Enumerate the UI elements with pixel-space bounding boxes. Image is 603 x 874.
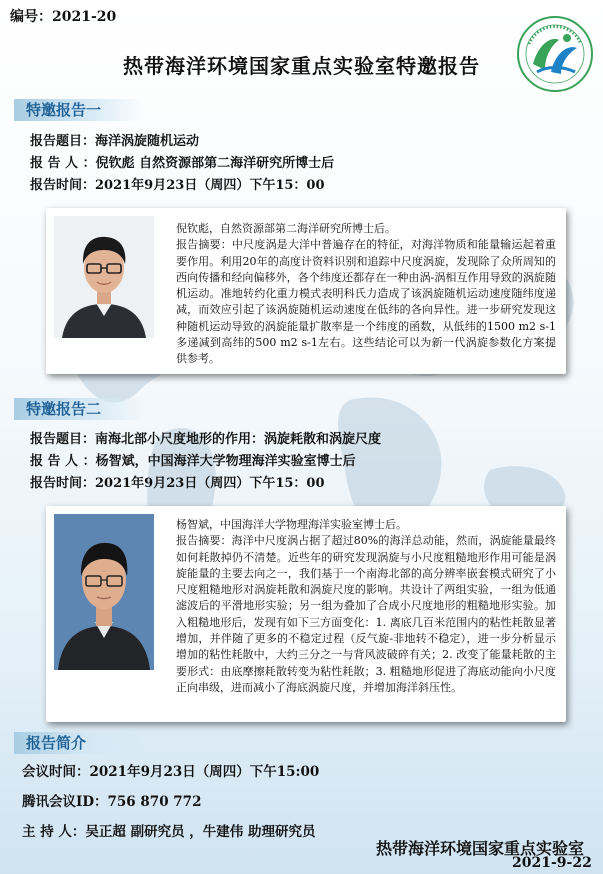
meeting-id: 腾讯会议ID：756 870 772 bbox=[22, 794, 202, 810]
footer-organization: 热带海洋环境国家重点实验室 bbox=[376, 839, 585, 858]
talk1-bio bbox=[176, 221, 556, 368]
footer-date: 2021-9-22 bbox=[512, 855, 592, 871]
section-header-summary: 报告简介 bbox=[14, 732, 144, 754]
talk2-abstract: 报告摘要：海洋中尺度涡占据了超过80%的海洋总动能，然而，涡旋能量最终如何耗散掉仍不清楚。近些年的研究发现涡旋与小尺度粗糙地形作用可能是涡旋能量的主要去向之一，我们基于一个南海北部的高分辨率嵌套模式研究了小尺度粗糙地形对涡旋耗散和涡旋尺度的影响。共设计了两组实验，一组为低通滤波后的平滑地形实验；另一组为叠加了合成小尺度地形的粗糙地形实验。加入粗糙地形后，发现有如下三方面变化：1. 离底几百米范围内的粘性耗散显著增加，并伴随了更多的不稳定过程（反气旋-非地转不稳定），进一步分析显示增加的粘性耗散中，大约三分之一与背风波破碎有关；2. 改变了能量耗散的主要形式：由底摩擦耗散转变为粘性耗散；3. 粗糙地形促进了海底动能向小尺度正向串级，进而减小了海底涡旋尺度，并增加海洋斜压性。 bbox=[176, 534, 556, 694]
talk1-abstract: 报告摘要：中尺度涡是大洋中普遍存在的特征，对海洋物质和能量输运起着重要作用。利用20年的高度计资料识别和追踪中尺度涡旋，发现除了众所周知的西向传播和经向偏移外，各个纬度还都存在一种由涡-涡相互作用导致的涡旋随机运动。准地转约化重力模式表明科氏力造成了该涡旋随机运动速度随纬度递减，而效应引起了该涡旋随机运动速度在低纬的各向异性。进一步研究发现这种随机运动导致的涡旋能量扩散率是一个纬度的函数，从低纬的1500 m2 s-1多递减到高纬的500 m2 s-1左右。这些结论可以为新一代涡旋参数化方案提供参考。 bbox=[176, 238, 556, 366]
talk2-speaker: 报 告 人 ：杨智斌，中国海洋大学物理海洋实验室博士后 bbox=[30, 454, 356, 469]
talk2-time: 报告时间：2021年9月23日（周四）下午15：00 bbox=[30, 476, 325, 491]
talk1-bio-name: 倪钦彪，自然资源部第二海洋研究所博士后。 bbox=[176, 222, 396, 235]
meeting-host: 主 持 人：吴正超 副研究员 ，牛建伟 助理研究员 bbox=[22, 824, 316, 840]
talk2-bio bbox=[176, 517, 556, 696]
talk1-speaker: 报 告 人 ：倪钦彪 自然资源部第二海洋研究所博士后 bbox=[30, 156, 335, 171]
section-header-talk1: 特邀报告一 bbox=[14, 99, 144, 121]
speaker2-photo bbox=[54, 514, 154, 670]
talk2-topic: 报告题目：南海北部小尺度地形的作用：涡旋耗散和涡旋尺度 bbox=[30, 432, 382, 447]
lab-logo bbox=[515, 14, 595, 94]
meeting-time: 会议时间：2021年9月23日（周四）下午15:00 bbox=[22, 764, 320, 780]
talk1-time: 报告时间：2021年9月23日（周四）下午15：00 bbox=[30, 178, 325, 193]
talk1-topic: 报告题目：海洋涡旋随机运动 bbox=[30, 134, 200, 149]
page-title: 热带海洋环境国家重点实验室特邀报告 bbox=[123, 54, 480, 78]
document-number: 编号：2021-20 bbox=[10, 9, 117, 25]
talk2-bio-name: 杨智斌，中国海洋大学物理海洋实验室博士后。 bbox=[176, 518, 407, 531]
section-header-talk2: 特邀报告二 bbox=[14, 398, 144, 420]
speaker1-photo bbox=[54, 216, 154, 338]
